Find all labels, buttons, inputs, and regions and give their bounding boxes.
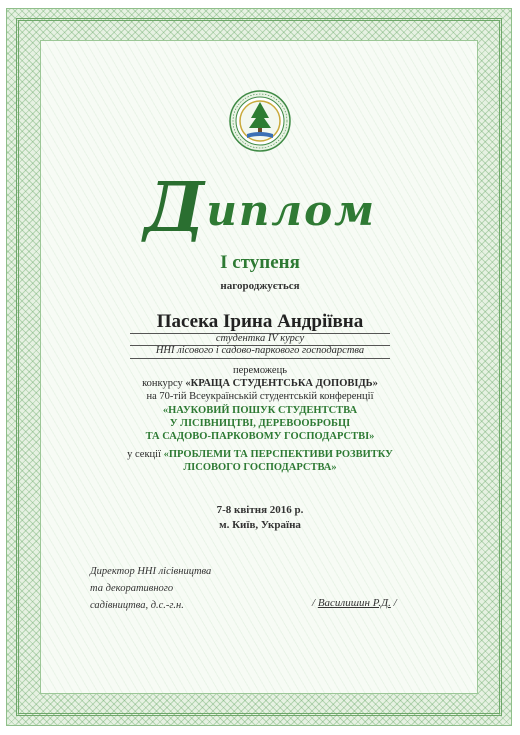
signatory-line3: садівництва, д.с.-г.н. xyxy=(90,600,184,611)
section-name-line1: «ПРОБЛЕМИ ТА ПЕРСПЕКТИВИ РОЗВИТКУ xyxy=(163,449,393,460)
awarded-label: нагороджується xyxy=(220,280,300,292)
event-place: м. Київ, Україна xyxy=(219,519,301,531)
institute-underline xyxy=(130,358,390,359)
signatory-line2: та декоративного xyxy=(90,583,174,594)
recipient-name: Пасека Ірина Андріївна xyxy=(156,311,364,332)
conference-name-line3: ТА САДОВО-ПАРКОВОМУ ГОСПОДАРСТВІ» xyxy=(145,431,375,442)
signatory-line1: Директор ННІ лісівництва xyxy=(90,566,212,577)
contest-line xyxy=(0,377,520,390)
university-emblem-icon xyxy=(229,90,291,152)
degree-label: І ступеня xyxy=(220,252,300,273)
contest-prefix: конкурсу xyxy=(142,378,183,389)
conference-line: на 70-тій Всеукраїнській студентській конференції xyxy=(146,391,374,402)
event-date-block xyxy=(0,503,520,533)
event-date: 7-8 квітня 2016 р. xyxy=(216,504,304,516)
section-prefix: у секції xyxy=(127,449,162,460)
section-line xyxy=(0,448,520,461)
signature-name-text: Василишин Р.Д. xyxy=(317,597,391,609)
student-status: студентка IV курсу xyxy=(215,333,305,344)
contest-name: «КРАЩА СТУДЕНТСЬКА ДОПОВІДЬ» xyxy=(185,378,378,389)
signature-name xyxy=(312,597,397,609)
signature-close: / xyxy=(393,597,397,609)
title-rest: иплом xyxy=(206,186,377,235)
conference-name-line2: У ЛІСІВНИЦТВІ, ДЕРЕВООБРОБЦІ xyxy=(169,418,351,429)
signature-open: / xyxy=(312,597,316,609)
institute-name: ННІ лісового і садово-паркового господарства xyxy=(155,345,365,356)
signatory-title xyxy=(90,563,211,614)
winner-label: переможець xyxy=(232,365,287,376)
diploma-title xyxy=(0,168,520,248)
conference-name-line1: «НАУКОВИЙ ПОШУК СТУДЕНТСТВА xyxy=(162,405,358,416)
title-initial: Д xyxy=(143,168,207,248)
section-name-line2: ЛІСОВОГО ГОСПОДАРСТВА» xyxy=(183,462,337,473)
